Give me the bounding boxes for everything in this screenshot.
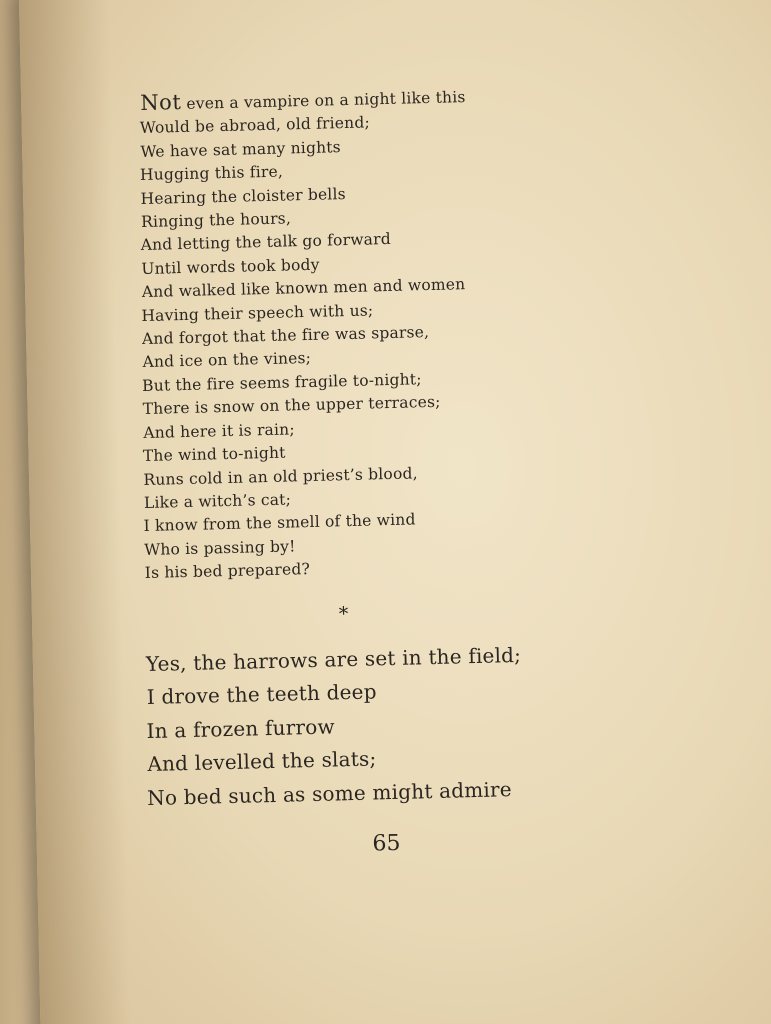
- poem-line: And forgot that the fire was sparse,: [141, 323, 430, 349]
- poem-text: [140, 83, 526, 862]
- poem-line: And levelled the slats;: [147, 746, 377, 777]
- page-number: 65: [372, 830, 401, 857]
- poem-line: Is his bed prepared?: [144, 560, 311, 583]
- poem-line: And walked like known men and women: [141, 275, 466, 302]
- drop-cap-word: Not: [139, 89, 182, 115]
- stanza-2: [145, 638, 525, 814]
- poem-line: Runs cold in an old priest’s blood,: [143, 463, 418, 489]
- poem-line: We have sat many nights: [140, 137, 342, 161]
- poem-line: The wind to-night: [142, 443, 286, 466]
- poem-line: Yes, the harrows are set in the field;: [145, 642, 522, 676]
- poem-line: In a frozen furrow: [146, 713, 336, 743]
- poem-line: Hearing the cloister bells: [140, 184, 346, 208]
- poem-line: And here it is rain;: [143, 420, 295, 442]
- poem-line: And letting the talk go forward: [140, 230, 392, 255]
- poem-line: And ice on the vines;: [142, 349, 312, 372]
- poem-line: I know from the smell of the wind: [143, 510, 416, 536]
- section-separator: *: [338, 602, 349, 625]
- poem-line: There is snow on the upper terraces;: [142, 393, 441, 419]
- poem-line: No bed such as some might admire: [146, 776, 513, 810]
- poem-line: Ringing the hours,: [140, 209, 292, 232]
- poem-line: Who is passing by!: [143, 537, 296, 559]
- poem-line: I drove the teeth deep: [146, 679, 377, 710]
- poem-line: Hugging this fire,: [139, 162, 284, 185]
- poem-line: Would be abroad, old friend;: [139, 113, 371, 138]
- stanza-1: [140, 83, 519, 585]
- poem-line: Like a witch’s cat;: [143, 490, 292, 512]
- poem-line: Until words took body: [141, 255, 320, 278]
- poem-line: Having their speech with us;: [141, 301, 374, 325]
- first-line-rest: even a vampire on a night like this: [181, 88, 466, 113]
- poem-line: But the fire seems fragile to-night;: [141, 370, 422, 395]
